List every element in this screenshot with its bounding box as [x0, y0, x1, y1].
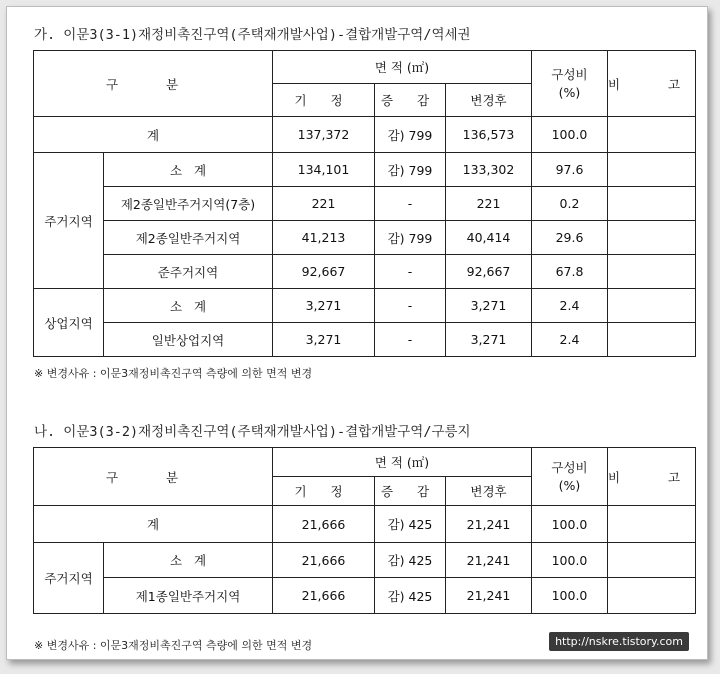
table-row-total: 계 137,372 감) 799 136,573 100.0: [34, 117, 696, 153]
section-a-note: ※ 변경사유 : 이문3재정비촉진구역 측량에 의한 면적 변경: [34, 367, 313, 380]
remarks-cell: [608, 153, 696, 187]
watermark-label: http://nskre.tistory.com: [549, 632, 689, 651]
group-label: 주거지역: [34, 543, 104, 614]
table-row: 제2종일반주거지역(7층) 221 - 221 0.2: [34, 187, 696, 221]
table-row: 제2종일반주거지역 41,213 감) 799 40,414 29.6: [34, 221, 696, 255]
section-b-title: 나. 이문3(3-2)재정비촉진구역(주택재개발사업)-결합개발구역/구릉지: [34, 424, 471, 440]
document-frame: [6, 6, 708, 660]
remarks-cell: [608, 323, 696, 357]
header-area: 면 적 (㎡): [273, 448, 532, 477]
remarks-cell: [608, 506, 696, 543]
section-a-table: [33, 50, 703, 357]
header-category: 구 분: [34, 448, 273, 506]
header-existing: 기 정: [273, 477, 375, 506]
table-row: 주거지역 소 계 21,666 감) 425 21,241 100.0: [34, 543, 696, 578]
header-after: 변경후: [446, 84, 532, 117]
header-existing: 기 정: [273, 84, 375, 117]
table-row: 주거지역 소 계 134,101 감) 799 133,302 97.6: [34, 153, 696, 187]
header-after: 변경후: [446, 477, 532, 506]
header-remarks: 비 고: [608, 51, 696, 117]
remarks-cell: [608, 187, 696, 221]
section-b-note: ※ 변경사유 : 이문3재정비촉진구역 측량에 의한 면적 변경: [34, 639, 313, 652]
table-row: 일반상업지역 3,271 - 3,271 2.4: [34, 323, 696, 357]
table-row-total: 계 21,666 감) 425 21,241 100.0: [34, 506, 696, 543]
group-label: 상업지역: [34, 289, 104, 357]
table-row: 준주거지역 92,667 - 92,667 67.8: [34, 255, 696, 289]
group-label: 주거지역: [34, 153, 104, 289]
section-a-title: 가. 이문3(3-1)재정비촉진구역(주택재개발사업)-결합개발구역/역세권: [34, 27, 471, 43]
header-change: 증 감: [375, 477, 446, 506]
header-area: 면 적 (㎡): [273, 51, 532, 84]
remarks-cell: [608, 543, 696, 578]
remarks-cell: [608, 221, 696, 255]
header-ratio: 구성비 (%): [532, 448, 608, 506]
remarks-cell: [608, 289, 696, 323]
header-change: 증 감: [375, 84, 446, 117]
section-b-table: [33, 447, 703, 614]
remarks-cell: [608, 578, 696, 614]
header-ratio: 구성비 (%): [532, 51, 608, 117]
table-row: 제1종일반주거지역 21,666 감) 425 21,241 100.0: [34, 578, 696, 614]
remarks-cell: [608, 117, 696, 153]
table-row: 상업지역 소 계 3,271 - 3,271 2.4: [34, 289, 696, 323]
remarks-cell: [608, 255, 696, 289]
header-remarks: 비 고: [608, 448, 696, 506]
header-category: 구 분: [34, 51, 273, 117]
